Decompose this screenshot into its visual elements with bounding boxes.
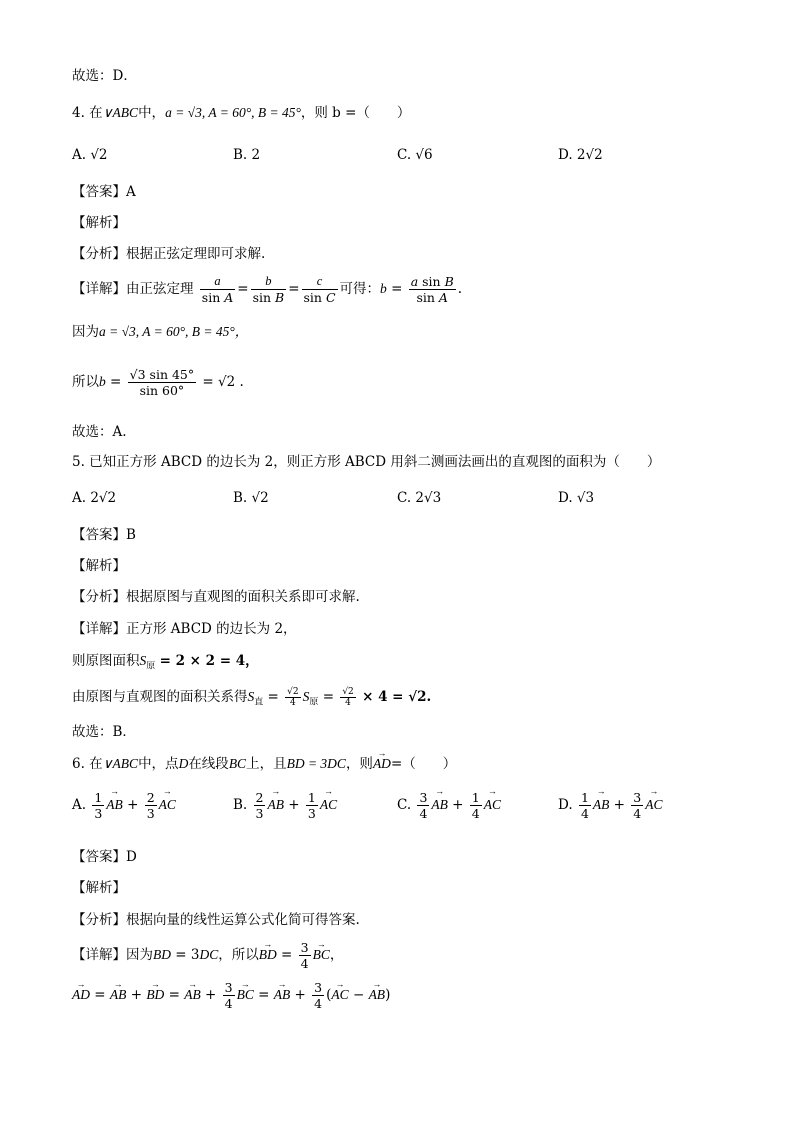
q3-answer-line: 故选：D． bbox=[72, 68, 137, 84]
q4-because-cond: a = √3, A = 60°, B = 45°， bbox=[99, 324, 249, 339]
q5-conclusion: 故选：B． bbox=[72, 724, 136, 740]
q6-stem-mid4: ，则 bbox=[345, 756, 373, 772]
q4-option-d: D. 2√2 bbox=[558, 147, 603, 163]
q5-option-c: C. 2√3 bbox=[397, 490, 442, 506]
q6-stem-prefix: 6. 在 bbox=[72, 756, 103, 772]
q4-triangle: ∨ABC bbox=[102, 105, 139, 120]
q6-option-a: A. $\frac{1}{3}$ → AB + $\frac{2}{3}$ → AC bbox=[72, 790, 176, 821]
q5-area-prefix: 则原图面积 bbox=[72, 653, 140, 669]
q6-fenxi: 【分析】根据向量的线性运算公式化简可得答案. bbox=[72, 912, 360, 928]
law-of-sines-fraction-c: $\frac{c}{\text{sin C}}$ bbox=[303, 274, 336, 305]
q4-conditions: a = √3, A = 60°, B = 45° bbox=[165, 105, 301, 120]
q5-relation-line: 由原图与直观图的面积关系得$S_直$ = $\frac{√2}{4}$ $S_原$ = $\frac{√2}{4}$ × 4 = √2. bbox=[72, 687, 432, 708]
q6-segment: BC bbox=[228, 756, 247, 771]
q4-stem bbox=[72, 104, 410, 122]
q5-area-line: 则原图面积$S_原 = 2 \times 2 = 4$， bbox=[72, 653, 259, 672]
q4-option-a: A. √2 bbox=[72, 147, 108, 163]
q6-stem-suffix: =（ ） bbox=[390, 756, 457, 772]
q6-option-d: D. $\frac{1}{4}$ → AB + $\frac{3}{4}$ → AC bbox=[558, 790, 663, 821]
q6-xiangjie: 【详解】因为BD = 3DC，所以→ BD = $\frac{3}{4}$ → BC， bbox=[72, 938, 343, 972]
q6-answer-label: 【答案】D bbox=[72, 849, 137, 865]
q4-option-b: B. 2 bbox=[233, 147, 261, 163]
q6-xiangjie-prefix: 【详解】因为 bbox=[72, 947, 153, 963]
q4-therefore-line: 所以b = $\frac{√3 \sin 45^\circ}{\sin 60^\circ}$ = √2 . bbox=[72, 367, 244, 398]
q4-because: 因为 bbox=[72, 324, 99, 340]
q4-answer-label: 【答案】A bbox=[72, 184, 136, 200]
q5-answer-label: 【答案】B bbox=[72, 527, 136, 543]
q6-stem: 6. 在∨ABC中，点D在线段BC上，且BD = 3DC，则→ AD=（ ） bbox=[72, 755, 456, 773]
q4-therefore: 所以 bbox=[72, 374, 99, 390]
b-formula-fraction: $\frac{\text{a sin B}}{\text{sin A}}$ bbox=[410, 274, 454, 305]
q4-xiangjie: 【详解】由正弦定理 $\frac{a}{\text{sin A}}$ = $\frac{b}{\text{sin B}}$ = $\frac{c}{\text{sin C}}$ 可得：b = $\frac{\text{a sin B}}{\text{sin A}}$ . bbox=[72, 274, 463, 305]
q6-derivation: → AD = → AB + → BD = → AB + $\frac{3}{4}$ → BC = → AB + $\frac{3}{4}$ (→ AC − → AB) bbox=[72, 978, 390, 1012]
q5-relation-prefix: 由原图与直观图的面积关系得 bbox=[72, 689, 248, 705]
q5-analysis-label: 【解析】 bbox=[72, 558, 126, 574]
q4-because-line bbox=[72, 323, 248, 341]
q6-option-b: B. $\frac{2}{3}$ → AB + $\frac{1}{3}$ → AC bbox=[233, 790, 337, 821]
q6-point: D bbox=[178, 756, 189, 771]
q5-option-a: A. 2√2 bbox=[72, 490, 117, 506]
q4-conclusion: 故选：A. bbox=[72, 424, 127, 440]
q5-option-b: B. √2 bbox=[233, 490, 269, 506]
q4-option-c: C. √6 bbox=[397, 147, 433, 163]
q6-triangle: ∨ABC bbox=[102, 756, 139, 771]
q5-option-d: D. √3 bbox=[558, 490, 595, 506]
q6-option-c: C. $\frac{3}{4}$ → AB + $\frac{1}{4}$ → AC bbox=[397, 790, 501, 821]
q4-stem-mid: 中， bbox=[138, 105, 166, 121]
b-value-fraction: $\frac{√3 \sin 45^\circ}{\sin 60^\circ}$ bbox=[129, 367, 195, 398]
law-of-sines-fraction-b: $\frac{b}{\text{sin B}}$ bbox=[252, 274, 285, 305]
q4-analysis-label: 【解析】 bbox=[72, 215, 126, 231]
q6-stem-mid2: 在线段 bbox=[188, 756, 229, 772]
law-of-sines-fraction-a: $\frac{a}{\text{sin A}}$ bbox=[201, 274, 234, 305]
q4-stem-prefix: 4. 在 bbox=[72, 105, 103, 121]
q6-xiangjie-mid: ，所以 bbox=[218, 947, 259, 963]
q4-fenxi: 【分析】根据正弦定理即可求解. bbox=[72, 246, 266, 262]
q4-xiangjie-mid: 可得： bbox=[339, 281, 381, 297]
q4-xiangjie-prefix: 【详解】由正弦定理 bbox=[72, 281, 194, 297]
q6-stem-mid3: 上，且 bbox=[246, 756, 287, 772]
q5-xiangjie: 【详解】正方形 ABCD 的边长为 2， bbox=[72, 621, 297, 637]
q6-analysis-label: 【解析】 bbox=[72, 880, 126, 896]
q6-stem-mid: 中，点 bbox=[138, 756, 179, 772]
q5-fenxi: 【分析】根据原图与直观图的面积关系即可求解. bbox=[72, 589, 360, 605]
q6-cond: BD = 3DC bbox=[286, 756, 346, 771]
q5-stem: 5. 已知正方形 ABCD 的边长为 2，则正方形 ABCD 用斜二测画法画出的直观图的面积为（ ） bbox=[72, 454, 661, 470]
q5-area-expr: = 2 × 2 = 4， bbox=[159, 653, 259, 669]
q4-stem-suffix: ，则 b =（ ） bbox=[300, 105, 411, 121]
